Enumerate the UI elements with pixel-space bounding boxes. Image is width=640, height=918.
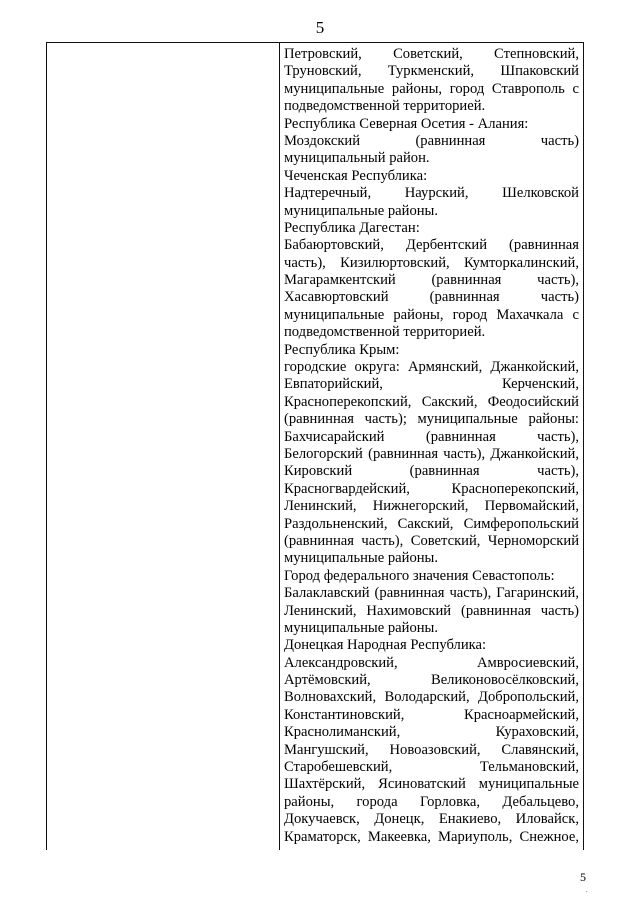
table-cell-territories [284,46,579,846]
text-line: районы, города Горловка, Дебальцево, [284,793,579,810]
text-line: муниципальные районы, город Ставрополь с [284,80,579,97]
text-line: Хасавюртовский (равнинная часть) [284,289,579,306]
text-line: Моздокский (равнинная часть) [284,132,579,149]
text-line: Раздольненский, Сакский, Симферопольский [284,515,579,532]
text-line: Белогорский (равнинная часть), Джанкойский, [284,445,579,462]
text-line: Старобешевский, Тельмановский, [284,759,579,776]
text-line: Краматорск, Макеевка, Мариуполь, Снежное, [284,828,579,845]
text-line: Балаклавский (равнинная часть), Гагаринский, [284,585,579,602]
text-line: Мангушский, Новоазовский, Славянский, [284,741,579,758]
text-line: Магарамкентский (равнинная часть), [284,272,579,289]
text-line: Бахчисарайский (равнинная часть), [284,428,579,445]
text-line: Город федерального значения Севастополь: [284,567,555,584]
text-line: муниципальные районы, город Махачкала с [284,306,579,323]
text-line: Ленинский, Нижнегорский, Первомайский, [284,498,579,515]
text-line: муниципальные районы. [284,619,439,636]
text-line: Александровский, Амвросиевский, [284,654,579,671]
text-line: Бабаюртовский, Дербентский (равнинная [284,237,579,254]
text-line: Артёмовский, Великоновосёлковский, [284,672,579,689]
document-table [46,42,584,850]
text-line: Донецкая Народная Республика: [284,637,487,654]
text-line: Кировский (равнинная часть), [284,463,579,480]
page-number-footer: 5 [580,870,586,884]
text-line: Республика Дагестан: [284,219,420,236]
text-line: Республика Северная Осетия - Алания: [284,115,529,132]
text-line: городские округа: Армянский, Джанкойский, [284,359,579,376]
text-line: Надтеречный, Наурский, Шелковской [284,185,579,202]
text-line: Докучаевск, Донецк, Енакиево, Иловайск, [284,811,579,828]
text-line: (равнинная часть), Советский, Черноморский [284,532,579,549]
text-line: Красногвардейский, Красноперекопский, [284,480,579,497]
text-line: Волновахский, Володарский, Добропольский, [284,689,579,706]
text-line: муниципальный район. [284,150,430,167]
text-line: Краснолиманский, Кураховский, [284,724,579,741]
text-line: муниципальные районы. [284,550,439,567]
text-line: подведомственной территорией. [284,98,486,115]
footer-mark: · [585,888,588,896]
text-line: Ленинский, Нахимовский (равнинная часть) [284,602,579,619]
text-line: Константиновский, Красноармейский, [284,706,579,723]
text-line: Чеченская Республика: [284,167,428,184]
text-line: Шахтёрский, Ясиноватский муниципальные [284,776,579,793]
column-divider [279,43,280,850]
text-line: Труновский, Туркменский, Шпаковский [284,63,579,80]
text-line: (равнинная часть); муниципальные районы: [284,411,579,428]
text-line: Республика Крым: [284,341,400,358]
text-line: подведомственной территорией. [284,324,486,341]
text-line: муниципальные районы. [284,202,439,219]
text-line: Петровский, Советский, Степновский, [284,46,579,62]
text-line: часть), Кизилюртовский, Кумторкалинский, [284,254,579,271]
text-line: Красноперекопский, Сакский, Феодосийский [284,393,579,410]
page-number-top: 5 [315,18,325,37]
text-line: Евпаторийский, Керченский, [284,376,579,393]
